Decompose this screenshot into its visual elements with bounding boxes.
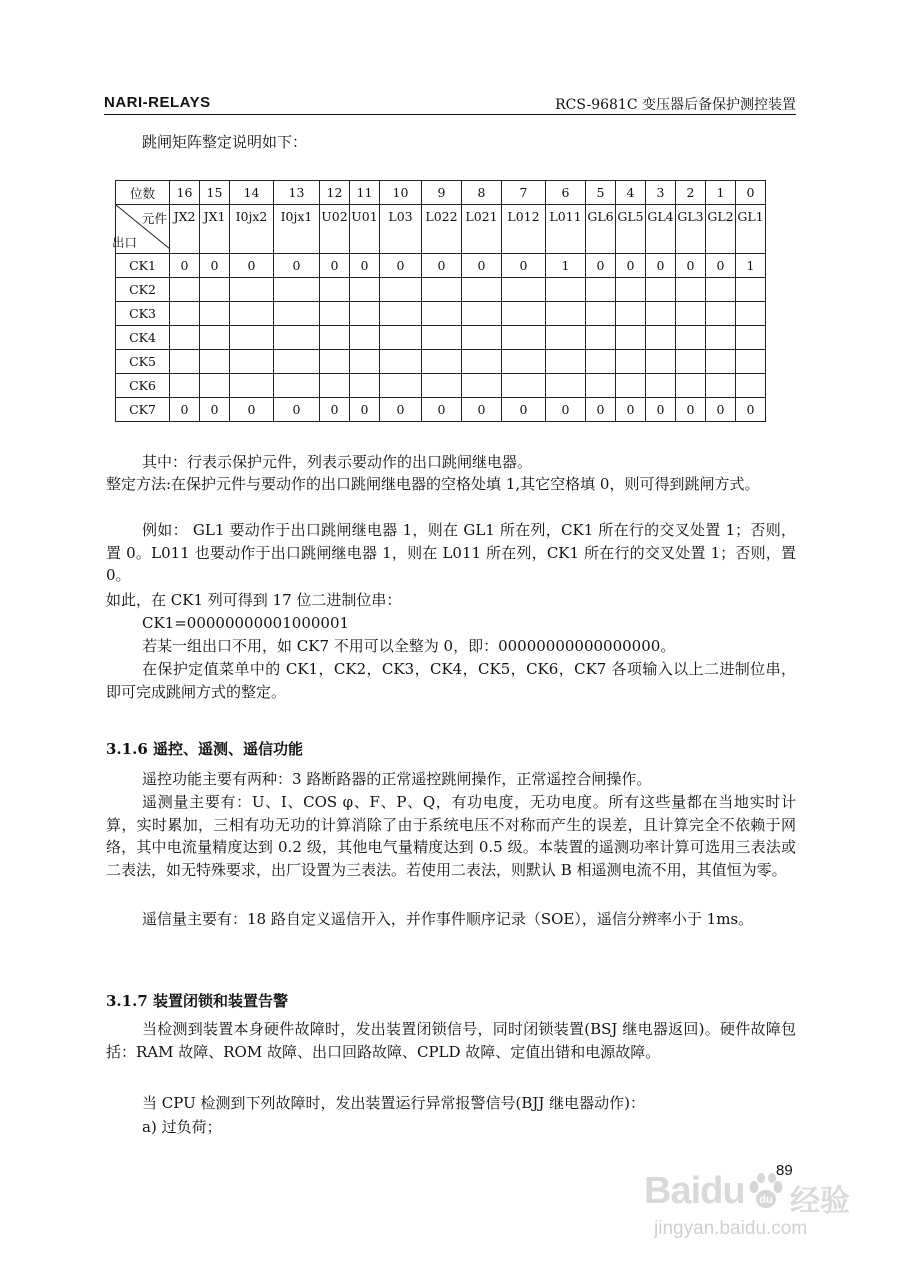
matrix-value-cell	[462, 374, 502, 398]
matrix-value-cell	[616, 278, 646, 302]
matrix-value-cell: 0	[320, 398, 350, 422]
matrix-value-cell	[422, 326, 462, 350]
bit-number-cell: 4	[616, 181, 646, 205]
matrix-value-cell	[586, 302, 616, 326]
bit-number-cell: 14	[230, 181, 274, 205]
paragraph-telemetry: 遥测量主要有：U、I、COS φ、F、P、Q，有功电度，无功电度。所有这些量都在当地实时计算，实时累加，三相有功无功的计算消除了由于系统电压不对称而产生的误差，且计算完全不依赖于网络，其中电流量精度达到 0.2 级，其他电气量精度达到 0.5 级。本装置的遥测功率计算可选用三表法或二表法，如无特殊要求，出厂设置为三表法。若使用二表法，则默认 B 相遥测电流不用，其值恒为零。	[106, 793, 796, 879]
section-heading-3-1-6: 3.1.6 遥控、遥测、遥信功能	[106, 740, 303, 758]
svg-text:du: du	[759, 1194, 773, 1206]
paragraph-bitstring-intro: 如此，在 CK1 列可得到 17 位二进制位串：	[106, 591, 402, 609]
watermark-url: jingyan.baidu.com	[654, 1218, 808, 1239]
watermark-logo: Baidu	[644, 1170, 745, 1212]
matrix-value-cell: 0	[230, 398, 274, 422]
matrix-value-cell	[706, 374, 736, 398]
matrix-value-cell	[274, 326, 320, 350]
table-row	[116, 374, 766, 398]
matrix-value-cell: 0	[320, 254, 350, 278]
matrix-value-cell	[462, 278, 502, 302]
matrix-value-cell: 0	[502, 254, 546, 278]
matrix-value-cell	[546, 278, 586, 302]
matrix-value-cell	[200, 374, 230, 398]
paw-icon	[744, 1172, 788, 1212]
matrix-value-cell: 0	[586, 254, 616, 278]
bit-number-cell: 5	[586, 181, 616, 205]
matrix-value-cell	[320, 278, 350, 302]
bit-number-cell: 3	[646, 181, 676, 205]
element-name-cell: U01	[350, 205, 380, 254]
output-name-cell: CK6	[116, 374, 170, 398]
output-name-cell: CK4	[116, 326, 170, 350]
watermark-jingyan: 经验	[790, 1184, 850, 1219]
matrix-value-cell	[200, 350, 230, 374]
matrix-value-cell	[616, 302, 646, 326]
matrix-value-cell: 0	[546, 398, 586, 422]
output-name-cell: CK5	[116, 350, 170, 374]
table-row	[116, 254, 766, 278]
element-name-cell: I0jx1	[274, 205, 320, 254]
matrix-value-cell: 0	[646, 398, 676, 422]
bit-number-cell: 11	[350, 181, 380, 205]
element-name-cell: GL5	[616, 205, 646, 254]
matrix-value-cell	[274, 278, 320, 302]
baidu-jingyan-watermark	[640, 1166, 850, 1246]
matrix-value-cell	[200, 302, 230, 326]
matrix-value-cell: 0	[350, 254, 380, 278]
matrix-value-cell	[230, 374, 274, 398]
matrix-value-cell	[502, 374, 546, 398]
matrix-value-cell	[462, 302, 502, 326]
matrix-value-cell: 0	[646, 254, 676, 278]
element-name-cell: GL1	[736, 205, 766, 254]
matrix-value-cell	[274, 374, 320, 398]
bit-number-cell: 1	[706, 181, 736, 205]
matrix-value-cell	[676, 302, 706, 326]
matrix-value-cell	[736, 350, 766, 374]
matrix-value-cell	[422, 278, 462, 302]
matrix-value-cell	[586, 350, 616, 374]
element-name-cell: JX2	[170, 205, 200, 254]
matrix-value-cell	[230, 326, 274, 350]
corner-element-label: 元件	[141, 211, 167, 226]
matrix-value-cell: 0	[586, 398, 616, 422]
paragraph-setting-method: 整定方法:在保护元件与要动作的出口跳闸继电器的空格处填 1,其它空格填 0，则可得到跳闸方式。	[106, 475, 760, 493]
paragraph-remote-control: 遥控功能主要有两种：3 路断路器的正常遥控跳闸操作，正常遥控合闸操作。	[142, 770, 652, 788]
matrix-value-cell	[200, 326, 230, 350]
output-name-cell: CK3	[116, 302, 170, 326]
matrix-value-cell	[706, 350, 736, 374]
element-name-cell: L011	[546, 205, 586, 254]
matrix-value-cell: 0	[230, 254, 274, 278]
element-name-cell: GL6	[586, 205, 616, 254]
element-name-cell: GL3	[676, 205, 706, 254]
matrix-value-cell	[380, 374, 422, 398]
element-name-cell: GL4	[646, 205, 676, 254]
matrix-value-cell	[380, 278, 422, 302]
trip-matrix-table	[112, 180, 766, 422]
matrix-value-cell: 1	[736, 254, 766, 278]
matrix-value-cell	[350, 278, 380, 302]
matrix-value-cell	[616, 374, 646, 398]
matrix-value-cell: 0	[350, 398, 380, 422]
matrix-value-cell: 0	[422, 398, 462, 422]
matrix-value-cell	[502, 302, 546, 326]
matrix-value-cell	[546, 374, 586, 398]
element-name-cell: I0jx2	[230, 205, 274, 254]
matrix-value-cell	[380, 326, 422, 350]
matrix-value-cell	[320, 350, 350, 374]
table-header-row-bits	[116, 181, 766, 205]
matrix-value-cell: 0	[200, 398, 230, 422]
matrix-value-cell	[676, 326, 706, 350]
matrix-value-cell: 1	[546, 254, 586, 278]
matrix-value-cell	[320, 326, 350, 350]
matrix-value-cell	[646, 302, 676, 326]
matrix-value-cell	[736, 302, 766, 326]
matrix-value-cell	[736, 326, 766, 350]
bit-number-cell: 6	[546, 181, 586, 205]
page-number: 89	[776, 1162, 793, 1179]
matrix-value-cell	[230, 350, 274, 374]
matrix-value-cell	[676, 350, 706, 374]
table-row	[116, 398, 766, 422]
element-name-cell: L03	[380, 205, 422, 254]
output-name-cell: CK2	[116, 278, 170, 302]
output-name-cell: CK1	[116, 254, 170, 278]
matrix-value-cell	[502, 350, 546, 374]
list-item-overload: a) 过负荷；	[142, 1118, 222, 1136]
matrix-value-cell	[422, 350, 462, 374]
matrix-value-cell	[502, 278, 546, 302]
matrix-value-cell	[320, 374, 350, 398]
bit-number-cell: 8	[462, 181, 502, 205]
matrix-value-cell	[646, 350, 676, 374]
matrix-value-cell	[646, 374, 676, 398]
bit-number-cell: 0	[736, 181, 766, 205]
matrix-value-cell	[546, 350, 586, 374]
paragraph-telesignal: 遥信量主要有：18 路自定义遥信开入，并作事件顺序记录（SOE），遥信分辨率小于 1ms。	[142, 910, 754, 928]
matrix-value-cell	[350, 350, 380, 374]
matrix-value-cell	[616, 350, 646, 374]
matrix-value-cell	[422, 302, 462, 326]
matrix-value-cell	[170, 302, 200, 326]
matrix-value-cell	[616, 326, 646, 350]
matrix-value-cell: 0	[706, 398, 736, 422]
bit-number-cell: 2	[676, 181, 706, 205]
matrix-value-cell	[676, 374, 706, 398]
matrix-value-cell	[274, 302, 320, 326]
matrix-value-cell: 0	[380, 398, 422, 422]
document-title-header: RCS-9681C 变压器后备保护测控装置	[555, 97, 796, 113]
matrix-value-cell	[546, 326, 586, 350]
matrix-value-cell	[170, 278, 200, 302]
table-row	[116, 350, 766, 374]
matrix-value-cell	[706, 326, 736, 350]
matrix-value-cell: 0	[706, 254, 736, 278]
output-name-cell: CK7	[116, 398, 170, 422]
matrix-value-cell	[170, 350, 200, 374]
bit-number-cell: 7	[502, 181, 546, 205]
matrix-value-cell	[706, 278, 736, 302]
matrix-value-cell: 0	[274, 398, 320, 422]
matrix-value-cell	[350, 374, 380, 398]
paragraph-ck1-value: CK1=00000000001000001	[142, 614, 350, 632]
matrix-value-cell	[646, 326, 676, 350]
matrix-value-cell	[170, 326, 200, 350]
element-name-cell: L012	[502, 205, 546, 254]
bit-number-cell: 9	[422, 181, 462, 205]
corner-output-label: 出口	[112, 235, 138, 250]
matrix-value-cell: 0	[616, 398, 646, 422]
matrix-value-cell: 0	[676, 254, 706, 278]
table-row	[116, 326, 766, 350]
matrix-value-cell	[502, 326, 546, 350]
matrix-value-cell	[706, 302, 736, 326]
element-name-cell: U02	[320, 205, 350, 254]
paragraph-device-alarm: 当 CPU 检测到下列故障时，发出装置运行异常报警信号(BJJ 继电器动作)：	[142, 1094, 646, 1112]
matrix-value-cell	[676, 278, 706, 302]
matrix-value-cell: 0	[170, 254, 200, 278]
matrix-value-cell	[230, 278, 274, 302]
bit-number-cell: 12	[320, 181, 350, 205]
matrix-value-cell: 0	[380, 254, 422, 278]
table-header-row-elements	[116, 205, 766, 254]
matrix-value-cell: 0	[462, 398, 502, 422]
bit-number-cell: 10	[380, 181, 422, 205]
matrix-value-cell	[380, 350, 422, 374]
matrix-value-cell	[230, 302, 274, 326]
bit-number-cell: 13	[274, 181, 320, 205]
matrix-value-cell: 0	[274, 254, 320, 278]
matrix-value-cell	[646, 278, 676, 302]
paragraph-menu-input: 在保护定值菜单中的 CK1，CK2，CK3，CK4，CK5，CK6，CK7 各项输入以上二进制位串，即可完成跳闸方式的整定。	[106, 660, 796, 701]
matrix-value-cell	[320, 302, 350, 326]
matrix-value-cell	[422, 374, 462, 398]
corner-bit-label: 位数	[116, 181, 170, 205]
element-name-cell: L022	[422, 205, 462, 254]
matrix-value-cell	[200, 278, 230, 302]
matrix-value-cell	[380, 302, 422, 326]
header-rule	[104, 114, 796, 115]
paragraph-example: 例如： GL1 要动作于出口跳闸继电器 1，则在 GL1 所在列，CK1 所在行的交叉处置 1；否则，置 0。L011 也要动作于出口跳闸继电器 1，则在 L011 所在列，CK1 所在行的交叉处置 1；否则，置 0。	[106, 521, 796, 585]
element-name-cell: JX1	[200, 205, 230, 254]
matrix-value-cell: 0	[502, 398, 546, 422]
matrix-value-cell	[736, 278, 766, 302]
matrix-value-cell	[350, 326, 380, 350]
matrix-value-cell: 0	[616, 254, 646, 278]
matrix-value-cell: 0	[676, 398, 706, 422]
matrix-value-cell	[586, 326, 616, 350]
paragraph-rows-columns: 其中：行表示保护元件，列表示要动作的出口跳闸继电器。	[142, 453, 533, 471]
diagonal-corner-cell	[112, 205, 170, 254]
matrix-value-cell	[462, 350, 502, 374]
matrix-value-cell	[170, 374, 200, 398]
matrix-value-cell: 0	[200, 254, 230, 278]
paragraph-device-lockout: 当检测到装置本身硬件故障时，发出装置闭锁信号，同时闭锁装置(BSJ 继电器返回)。硬件故障包括：RAM 故障、ROM 故障、出口回路故障、CPLD 故障、定值出错和电源故障。	[106, 1020, 796, 1061]
table-row	[116, 278, 766, 302]
matrix-value-cell	[462, 326, 502, 350]
matrix-value-cell	[350, 302, 380, 326]
brand-header: NARI-RELAYS	[104, 94, 211, 111]
matrix-value-cell	[586, 278, 616, 302]
matrix-value-cell	[546, 302, 586, 326]
matrix-value-cell: 0	[422, 254, 462, 278]
paragraph-ck7-unused: 若某一组出口不用，如 CK7 不用可以全整为 0，即：00000000000000000。	[142, 637, 676, 655]
table-row	[116, 302, 766, 326]
bit-number-cell: 16	[170, 181, 200, 205]
matrix-value-cell: 0	[170, 398, 200, 422]
matrix-value-cell: 0	[462, 254, 502, 278]
matrix-value-cell	[586, 374, 616, 398]
matrix-value-cell	[274, 350, 320, 374]
element-name-cell: GL2	[706, 205, 736, 254]
bit-number-cell: 15	[200, 181, 230, 205]
matrix-value-cell	[736, 374, 766, 398]
intro-text: 跳闸矩阵整定说明如下：	[142, 133, 308, 151]
element-name-cell: L021	[462, 205, 502, 254]
section-heading-3-1-7: 3.1.7 装置闭锁和装置告警	[106, 992, 288, 1010]
matrix-value-cell: 0	[736, 398, 766, 422]
